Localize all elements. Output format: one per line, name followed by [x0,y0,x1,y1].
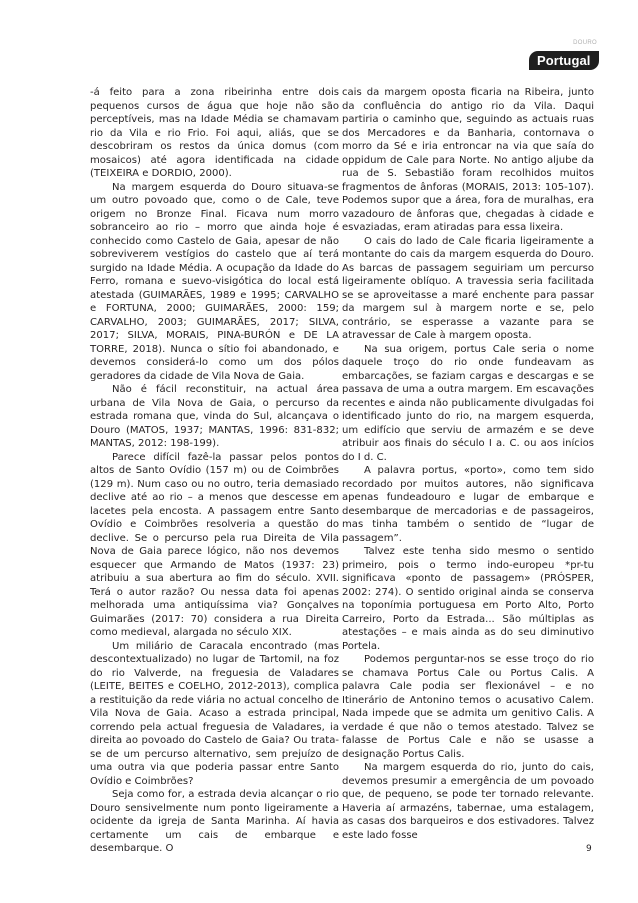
paragraph: Na margem esquerda do rio, junto do cais, devemos presumir a emergência de um povoado que, de pequeno, se pode ter tornado relevante. Haveria aí armazéns, tabernae, uma estalagem, as casas dos barqueiros e dos estivadores. Talvez este lado fosse [342,762,594,841]
right-column [342,86,594,841]
paragraph: O cais do lado de Cale ficaria ligeiramente a montante do cais da margem esquerda do Douro. As barcas de passagem seguiriam um percurso ligeiramente oblíquo. A travessia seria facilitada se se aproveitasse a maré enchente para passar da margem sul à margem norte e se, pelo contrário, se esperasse a vazante para se atravessar de Cale à margem oposta. [342,235,594,341]
paragraph: -á feito para a zona ribeirinha entre dois pequenos cursos de água que hoje não são perceptíveis, mas na Idade Média se chamavam rio da Vila e rio Frio. Foi aqui, aliás, que se descobriram os restos da única domus (com mosaicos) até agora identificada na cidade (TEIXEIRA e DORDIO, 2000). [90,87,339,179]
paragraph: Talvez este tenha sido mesmo o sentido primeiro, pois o termo indo-europeu *pr-tu significava «ponto de passagem» (PRÓSPER, 2002: 274). O sentido original ainda se conserva na toponímia portuguesa em Porto Alto, Porto Carreiro, Porto da Estrada... São múltiplas as atestações – e mais ainda as do seu diminutivo Portela. [342,546,594,652]
paragraph: Na margem esquerda do Douro situava-se um outro povoado que, como o de Cale, teve origem no Bronze Final. Ficava num morro sobranceiro ao rio – morro que ainda hoje é conhecido como Castelo de Gaia, apesar de não sobreviverem vestígios do castelo que aí terá surgido na Idade Média. A ocupação da Idade do Ferro, romana e suevo-visigótica do local está atestada (GUIMARÃES, 1989 e 1995; CARVALHO e FORTUNA, 2000; GUIMARÃES, 2000: 159; CARVALHO, 2003; GUIMARÃES, 2017; SILVA, 2017; SILVA, MORAIS, PINA-BURÓN e DE LA TORRE, 2018). Nunca o sítio foi abandonado, e devemos considerá-lo como um dos pólos geradores da cidade de Vila Nova de Gaia. [90,181,339,382]
section-badge [525,40,611,74]
left-column [90,86,339,854]
paragraph: Parece difícil fazê-la passar pelos pontos altos de Santo Ovídio (157 m) ou de Coimbrões (129 m). Num caso ou no outro, teria demasiado declive até ao rio – a menos que descesse em lacetes pela encosta. A passagem entre Santo Ovídio e Coimbrões resolveria a questão do declive. Se o percurso pela rua Direita de Vila Nova de Gaia parece lógico, não nos devemos esquecer que Armando de Matos (1937: 23) atribuiu a sua abertura ao fim do século. XVII. Terá o autor razão? Ou nessa data foi apenas melhorada uma antiquíssima via? Gonçalves Guimarães (2017: 70) considera a rua Direita como medieval, alargada no século XIX. [90,451,339,638]
section-super-label: DOURO [573,40,597,46]
paragraph: Não é fácil reconstituir, na actual área urbana de Vila Nova de Gaia, o percurso da estrada romana que, vinda do Sul, alcançava o Douro (MATOS, 1937; MANTAS, 1996: 831-832; MANTAS, 2012: 198-199). [90,384,339,449]
paragraph: cais da margem oposta ficaria na Ribeira, junto da confluência do antigo rio da Vila. Daqui partiria o caminho que, seguindo as actuais ruas dos Mercadores e da Banharia, contornava o morro da Sé e iria entroncar na via que saía do oppidum de Cale para Norte. No antigo aljube da rua de S. Sebastião foram recolhidos muitos fragmentos de ânforas (MORAIS, 2013: 105-107). Podemos supor que a área, fora de muralhas, era vazadouro de ânforas que, chegadas à cidade e esvaziadas, eram atiradas para essa lixeira. [342,87,594,233]
page-number: 9 [586,844,592,854]
paragraph: Na sua origem, portus Cale seria o nome daquele troço do rio onde fundeavam as embarcações, se faziam cargas e descargas e se passava de uma a outra margem. Em escavações recentes e ainda não publicamente divulgadas foi identificado junto do rio, na margem esquerda, um edifício que serviu de armazém e se deve atribuir aos finais do século I a. C. ou aos inícios do I d. C. [342,343,594,463]
section-label: Portugal [529,51,599,70]
paragraph: Seja como for, a estrada devia alcançar o rio Douro sensivelmente num ponto ligeiramente a ocidente da igreja de Santa Marinha. Aí havia certamente um cais de embarque e desembarque. O [90,789,339,854]
paragraph: A palavra portus, «porto», como tem sido recordado por muitos autores, não significava apenas fundeadouro e lugar de embarque e desembarque de mercadorias e de passageiros, mas tinha também o sentido de “lugar de passagem”. [342,465,594,544]
paragraph: Um miliário de Caracala encontrado (mas descontextualizado) no lugar de Tartomil, na foz do rio Valverde, na freguesia de Valadares (LEITE, BEITES e COELHO, 2012-2013), complica a restituição da rede viária no actual concelho de Vila Nova de Gaia. Acaso a estrada principal, correndo pela actual freguesia de Valadares, ia direita ao povoado do Castelo de Gaia? Ou trata-se de um percurso alternativo, sem prejuízo de uma outra via que poderia passar entre Santo Ovídio e Coimbrões? [90,640,339,787]
paragraph: Podemos perguntar-nos se esse troço do rio se chamava Portus Cale ou Portus Calis. A palavra Cale podia ser flexionável – e no Itinerário de Antonino temos o acusativo Calem. Nada impede que se admita um genitivo Calis. A verdade é que não o temos atestado. Talvez se falasse de Portus Cale e não se usasse a designação Portus Calis. [342,654,594,760]
